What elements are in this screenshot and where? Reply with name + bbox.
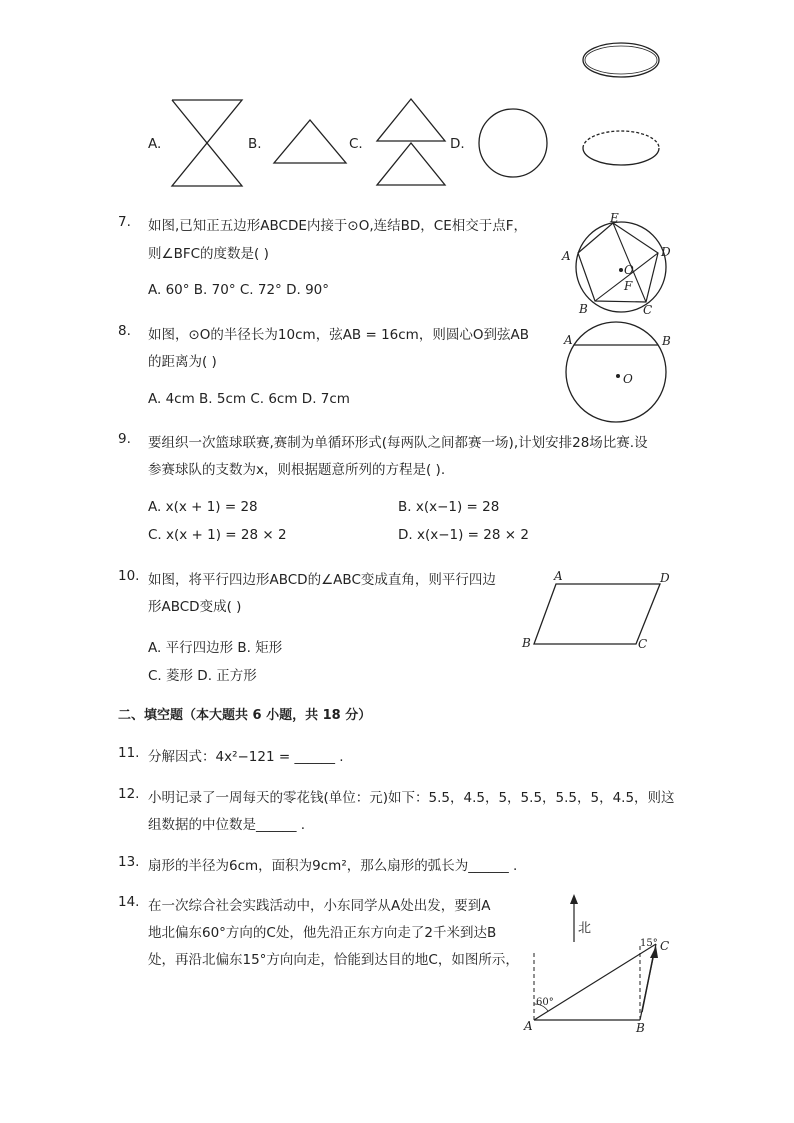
option-a: A. x(x + 1) = 28 [148,499,258,515]
point-label-d: D [661,245,671,259]
question-text: 参赛球队的支数为x，则根据题意所列的方程是( ). [148,462,446,478]
question-number: 10. [118,568,140,584]
answer-options: A. 4cm B. 5cm C. 6cm D. 7cm [148,391,350,407]
question-number: 12. [118,786,140,802]
circle-chord-figure [560,322,676,426]
point-label-o: O [623,372,633,386]
direction-diagram-figure [522,892,682,1036]
answer-options: C. 菱形 D. 正方形 [148,668,257,684]
question-text: 组数据的中位数是______ . [148,817,306,833]
point-label-f: F [624,279,633,293]
answer-options: A. 平行四边形 B. 矩形 [148,640,283,656]
point-label-a: A [524,1019,533,1033]
question-text: 处，再沿北偏东15°方向向走，恰能到达目的地C，如图所示， [148,952,519,968]
question-text: 如图，⊙O的半径长为10cm，弦AB = 16cm，则圆心O到弦AB [148,327,529,343]
point-label-c: C [643,303,653,317]
parallelogram-figure [520,568,676,654]
circle-figure [478,108,550,180]
point-label-c: C [638,637,648,651]
option-c-label: C. [349,136,363,152]
hourglass-figure [170,98,245,188]
question-text: 地北偏东60°方向的C处，他先沿正东方向走了2千米到达B [148,925,497,941]
question-text: 如图，将平行四边形ABCD的∠ABC变成直角，则平行四边 [148,572,496,588]
question-number: 14. [118,894,140,910]
option-a-label: A. [148,136,162,152]
answer-options: A. 60° B. 70° C. 72° D. 90° [148,282,329,298]
point-label-b: B [662,334,671,348]
point-label-o: O [624,263,634,277]
point-label-d: D [660,571,670,585]
question-text: 要组织一次篮球联赛,赛制为单循环形式(每两队之间都赛一场),计划安排28场比赛.设 [148,435,648,451]
option-d-label: D. [450,136,465,152]
question-number: 11. [118,745,140,761]
question-number: 8. [118,323,131,339]
question-text: 分解因式：4x²−121 = ______ . [148,749,344,765]
triangle-figure [272,118,348,166]
question-text: 小明记录了一周每天的零花钱(单位：元)如下：5.5，4.5，5，5.5，5.5，5，4.5，则这 [148,790,675,806]
question-text: 形ABCD变成( ) [148,599,242,615]
question-number: 9. [118,431,131,447]
pentagon-in-circle-figure [560,210,680,322]
section-heading: 二、填空题（本大题共 6 小题，共 18 分） [118,708,372,723]
option-d: D. x(x−1) = 28 × 2 [398,527,529,543]
angle-60-label: 60° [536,997,554,1008]
point-label-b: B [579,302,588,316]
point-label-a: A [562,249,571,263]
question-text: 如图,已知正五边形ABCDE内接于⊙O,连结BD，CE相交于点F， [148,218,528,234]
question-text: 则∠BFC的度数是( ) [148,246,269,262]
point-label-e: E [610,211,619,225]
question-number: 13. [118,854,140,870]
angle-15-label: 15° [640,938,658,949]
cylinder-figure [580,38,664,174]
option-c: C. x(x + 1) = 28 × 2 [148,527,287,543]
stacked-triangles-figure [375,97,449,189]
question-text: 扇形的半径为6cm，面积为9cm²，那么扇形的弧长为______ . [148,858,518,874]
option-b-label: B. [248,136,262,152]
question-number: 7. [118,214,131,230]
question-text: 在一次综合社会实践活动中，小东同学从A处出发，要到A [148,898,491,914]
point-label-b: B [522,636,531,650]
point-label-a: A [554,569,563,583]
point-label-c: C [660,939,670,953]
point-label-a: A [564,333,573,347]
north-label: 北 [578,921,592,936]
point-label-b: B [636,1021,645,1035]
question-text: 的距离为( ) [148,354,217,370]
option-b: B. x(x−1) = 28 [398,499,500,515]
